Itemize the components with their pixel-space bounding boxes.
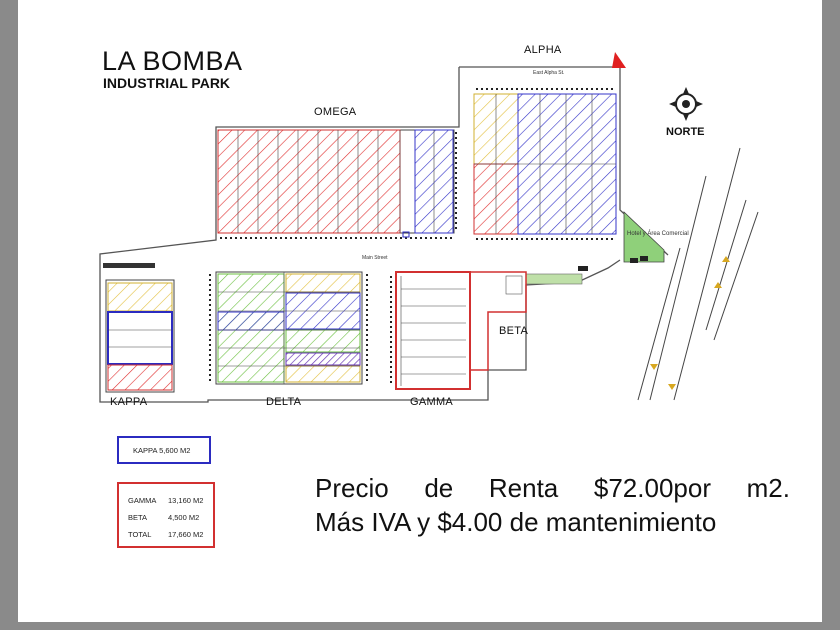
label-omega: OMEGA	[314, 106, 357, 118]
label-alpha: ALPHA	[524, 44, 562, 56]
price-word-4: $72.00por	[593, 473, 711, 503]
price-line-2: Más IVA y $4.00 de mantenimiento	[315, 507, 717, 537]
street-main: Main Street	[362, 255, 388, 261]
price-line-1	[315, 471, 790, 505]
green-strip	[526, 274, 582, 284]
price-word-5: m2.	[746, 473, 790, 503]
building-beta	[470, 272, 529, 370]
highway	[638, 148, 758, 400]
label-delta: DELTA	[266, 396, 302, 408]
compass-rose-icon	[669, 87, 703, 121]
legend-value: 4,500 M2	[168, 513, 200, 522]
price-word-2: de	[424, 473, 454, 503]
legend-value: 13,160 M2	[168, 496, 204, 505]
legend-row-total	[128, 526, 213, 543]
price-word-1: Precio	[315, 473, 389, 503]
building-kappa	[103, 263, 174, 392]
legend-key: BETA	[128, 513, 148, 522]
building-gamma	[391, 272, 470, 389]
price-word-3: Renta	[488, 473, 559, 503]
label-norte: NORTE	[666, 126, 705, 138]
label-gamma: GAMMA	[410, 396, 454, 408]
label-kappa: KAPPA	[110, 396, 148, 408]
legend-row-gamma	[128, 492, 213, 509]
legend-kappa	[117, 436, 211, 464]
label-hotel: Hotel y Área Comercial	[627, 231, 689, 237]
building-delta	[210, 272, 367, 384]
legend-row-beta	[128, 509, 213, 526]
flag-marker	[612, 52, 626, 68]
hotel-commercial-area	[624, 212, 664, 262]
legend-key: TOTAL	[128, 530, 152, 539]
building-alpha	[474, 89, 616, 239]
legend-key: GAMMA	[128, 496, 157, 505]
price-block	[315, 471, 790, 539]
traffic-arrows	[650, 256, 730, 390]
legend-kappa-text: KAPPA 5,600 M2	[133, 445, 191, 455]
site-plan-page	[18, 0, 822, 622]
street-east-alpha: East Alpha St.	[533, 70, 565, 76]
park-title: LA BOMBA	[102, 46, 243, 76]
legend-value: 17,660 M2	[168, 530, 204, 539]
label-beta: BETA	[499, 325, 529, 337]
legend-totals	[117, 482, 215, 548]
building-omega	[218, 130, 456, 238]
park-subtitle: INDUSTRIAL PARK	[103, 75, 231, 91]
